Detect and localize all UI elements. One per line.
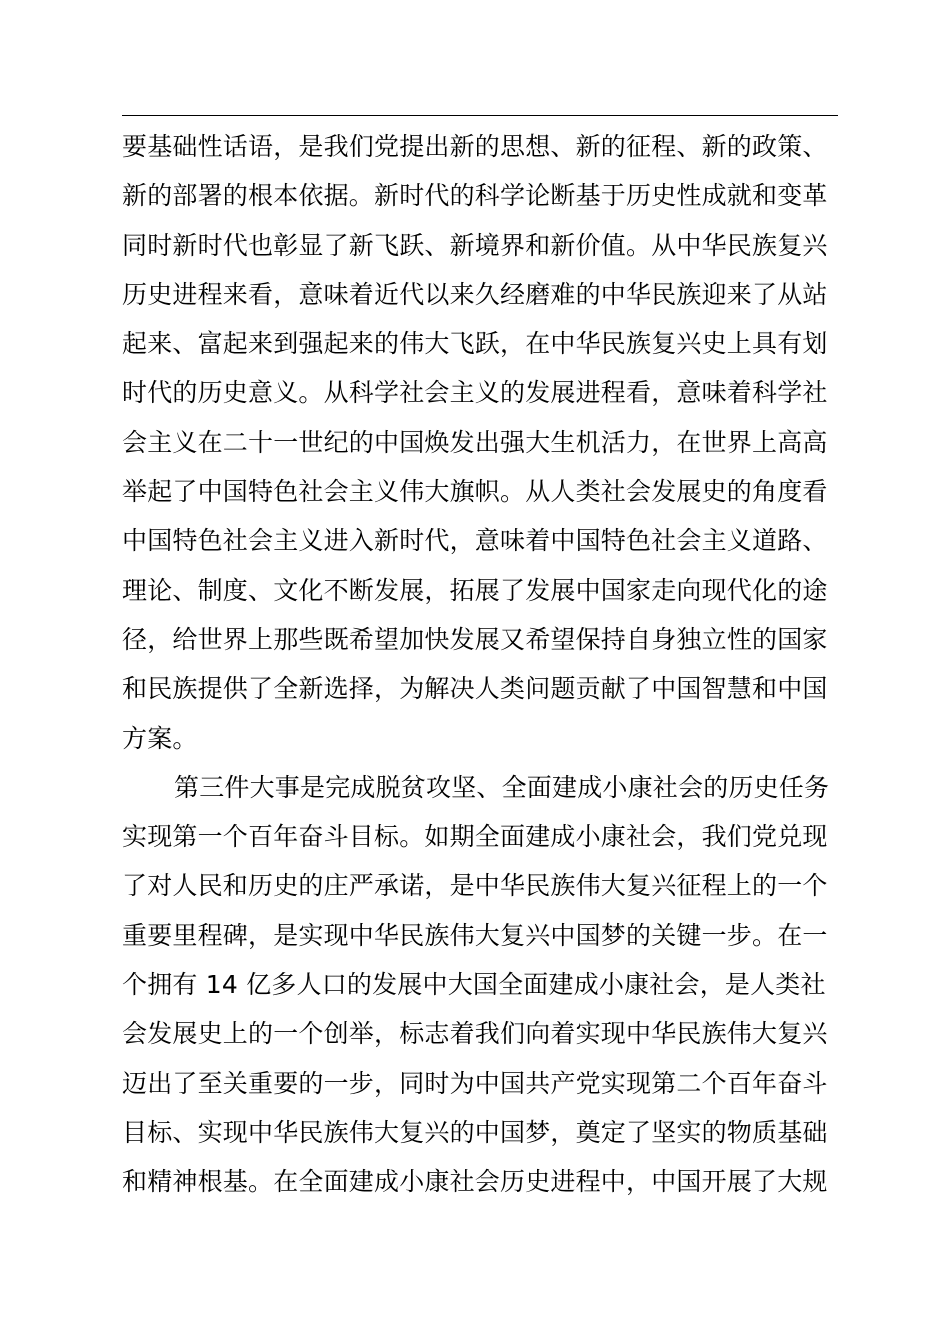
text-line: 历史进程来看，意味着近代以来久经磨难的中华民族迎来了从站 bbox=[122, 279, 828, 309]
document-body bbox=[122, 122, 842, 1207]
text-line: 起来、富起来到强起来的伟大飞跃，在中华民族复兴史上具有划 bbox=[122, 329, 828, 359]
text-line: 新的部署的根本依据。新时代的科学论断基于历史性成就和变革 bbox=[122, 181, 828, 211]
text-line: 理论、制度、文化不断发展，拓展了发展中国家走向现代化的途 bbox=[122, 575, 828, 605]
text-line: 重要里程碑，是实现中华民族伟大复兴中国梦的关键一步。在一 bbox=[122, 920, 828, 950]
text-line: 举起了中国特色社会主义伟大旗帜。从人类社会发展史的角度看 bbox=[122, 477, 828, 507]
text-line: 要基础性话语，是我们党提出新的思想、新的征程、新的政策、 bbox=[122, 132, 828, 161]
text-line: 目标、实现中华民族伟大复兴的中国梦，奠定了坚实的物质基础 bbox=[122, 1117, 828, 1147]
text-line: 和民族提供了全新选择，为解决人类问题贡献了中国智慧和中国 bbox=[122, 674, 828, 704]
text-line: 同时新时代也彰显了新飞跃、新境界和新价值。从中华民族复兴 bbox=[122, 230, 828, 260]
header-rule bbox=[122, 115, 838, 116]
text-line: 了对人民和历史的庄严承诺，是中华民族伟大复兴征程上的一个 bbox=[122, 871, 828, 901]
text-line: 个拥有 14 亿多人口的发展中大国全面建成小康社会，是人类社 bbox=[122, 970, 826, 1000]
paragraph-2 bbox=[122, 763, 842, 1207]
paragraph-1 bbox=[122, 122, 842, 763]
text-line: 方案。 bbox=[122, 723, 198, 753]
text-line: 会发展史上的一个创举，标志着我们向着实现中华民族伟大复兴 bbox=[122, 1019, 828, 1049]
text-line: 迈出了至关重要的一步，同时为中国共产党实现第二个百年奋斗 bbox=[122, 1068, 828, 1098]
text-line: 和精神根基。在全面建成小康社会历史进程中，中国开展了大规 bbox=[122, 1167, 828, 1197]
text-line: 中国特色社会主义进入新时代，意味着中国特色社会主义道路、 bbox=[122, 526, 828, 556]
text-line-indented: 第三件大事是完成脱贫攻坚、全面建成小康社会的历史任务 bbox=[174, 772, 830, 802]
text-line: 会主义在二十一世纪的中国焕发出强大生机活力，在世界上高高 bbox=[122, 427, 828, 457]
text-line: 径，给世界上那些既希望加快发展又希望保持自身独立性的国家 bbox=[122, 624, 828, 654]
text-line: 时代的历史意义。从科学社会主义的发展进程看，意味着科学社 bbox=[122, 378, 828, 408]
text-line: 实现第一个百年奋斗目标。如期全面建成小康社会，我们党兑现 bbox=[122, 822, 828, 852]
